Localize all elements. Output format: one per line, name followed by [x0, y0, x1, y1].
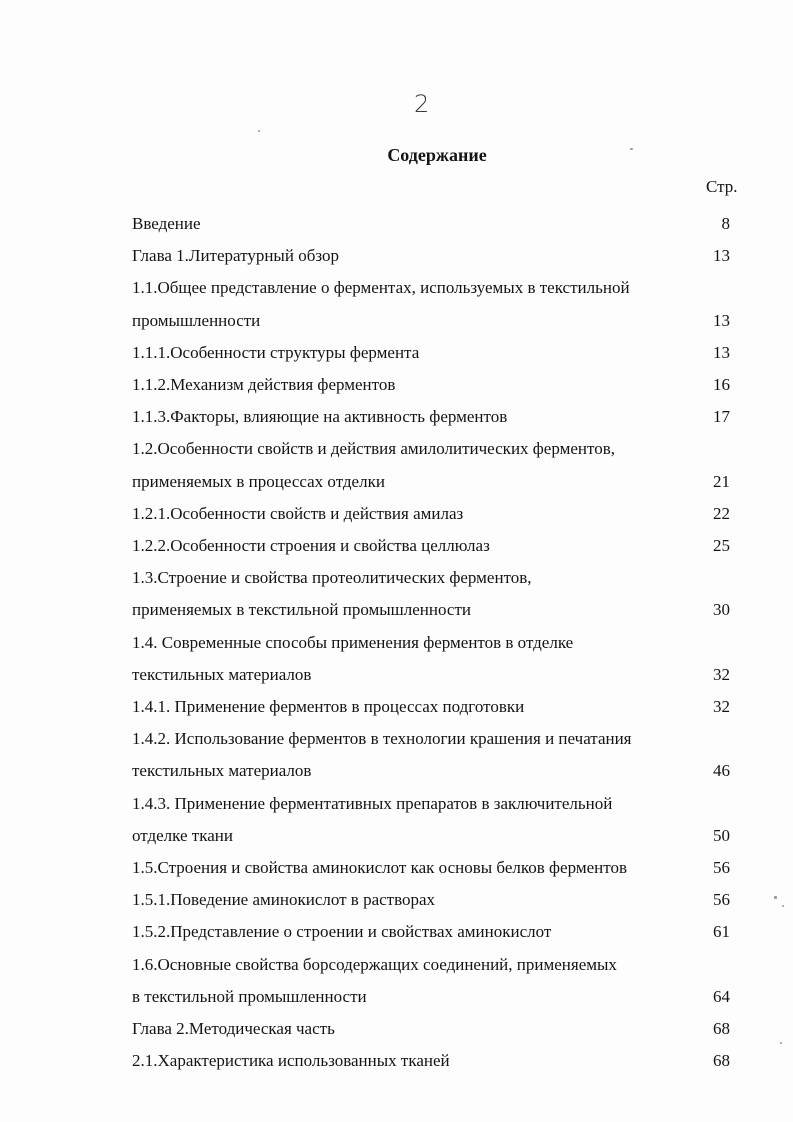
toc-entry-title-line: текстильных материалов [132, 761, 312, 781]
toc-entry [132, 530, 744, 562]
toc-entry-page-number: 13 [713, 246, 730, 266]
table-of-contents [132, 208, 744, 1077]
toc-entry-title-line: Введение [132, 214, 201, 233]
toc-entry [132, 337, 744, 369]
toc-entry [132, 1013, 744, 1045]
toc-entry-page-number: 30 [713, 600, 730, 620]
toc-entry-page-number: 46 [713, 761, 730, 781]
toc-entry-title-line: 1.2.2.Особенности строения и свойства целлюлаз [132, 536, 490, 556]
toc-entry [132, 498, 744, 530]
toc-entry [132, 208, 744, 240]
toc-entry-page-number: 16 [713, 375, 730, 395]
toc-entry-title-line: 1.3.Строение и свойства протеолитических ферментов, [132, 568, 532, 588]
toc-entry [132, 433, 744, 497]
toc-entry-title-line: Глава 2.Методическая часть [132, 1019, 335, 1039]
toc-entry-page-number: 56 [713, 858, 730, 878]
toc-entry-page-number: 64 [713, 986, 730, 1006]
toc-entry [132, 240, 744, 272]
page-column-label: Стр. [706, 177, 738, 196]
toc-entry-page-number: 68 [713, 1019, 730, 1039]
toc-entry-title-line: 1.2.1.Особенности свойств и действия амилаз [132, 503, 464, 523]
scan-speck [630, 148, 633, 150]
toc-entry-title-line: 1.6.Основные свойства борсодержащих соединений, применяемых [132, 954, 617, 974]
toc-entry-title-line: 1.4. Современные способы применения ферментов в отделке [132, 632, 574, 652]
page-number: 2 [414, 90, 430, 118]
toc-entry-title-line: 1.4.2. Использование ферментов в технологии крашения и печатания [132, 729, 632, 749]
toc-entry-page-number: 22 [713, 503, 730, 523]
toc-entry-title-line: 1.5.1.Поведение аминокислот в растворах [132, 890, 436, 910]
toc-entry-page-number: 25 [713, 536, 730, 556]
toc-entry-title-line: 1.5.Строения и свойства аминокислот как основы белков ферментов [132, 858, 627, 878]
toc-entry-page-number: 56 [713, 890, 730, 910]
toc-entry [132, 272, 744, 336]
toc-entry-page-number: 13 [713, 342, 730, 362]
toc-entry-title-line: 1.4.1. Применение ферментов в процессах подготовки [132, 697, 525, 717]
page-title: Содержание [387, 145, 487, 165]
toc-entry-title-line: 1.4.3. Применение ферментативных препаратов в заключительной [132, 793, 613, 813]
scan-speck [258, 130, 260, 132]
toc-entry-page-number: 32 [713, 697, 730, 717]
toc-entry [132, 369, 744, 401]
toc-entry-title-line: отделке ткани [132, 825, 233, 845]
toc-entry-title-line: Глава 1.Литературный обзор [132, 246, 339, 266]
toc-entry [132, 852, 744, 884]
toc-entry-title-line: 1.5.2.Представление о строении и свойствах аминокислот [132, 922, 552, 942]
toc-entry-page-number: 17 [713, 407, 730, 427]
scan-speck [780, 1042, 782, 1044]
toc-entry-page-number: 61 [713, 922, 730, 942]
toc-entry-page-number: 68 [713, 1051, 730, 1071]
toc-entry [132, 884, 744, 916]
toc-entry [132, 723, 744, 787]
toc-entry-title-line: 1.1.1.Особенности структуры фермента [132, 342, 420, 362]
toc-entry-title-line: текстильных материалов [132, 664, 312, 684]
toc-entry [132, 562, 744, 626]
toc-entry [132, 788, 744, 852]
toc-entry-title-line: в текстильной промышленности [132, 986, 367, 1006]
toc-entry-page-number: 8 [721, 214, 730, 233]
toc-entry-page-number: 32 [713, 664, 730, 684]
toc-entry-page-number: 13 [713, 310, 730, 330]
toc-entry [132, 916, 744, 948]
toc-entry-title-line: применяемых в текстильной промышленности [132, 600, 471, 620]
scan-speck [782, 905, 784, 907]
toc-entry-page-number: 50 [713, 825, 730, 845]
toc-entry-title-line: 1.2.Особенности свойств и действия амилолитических ферментов, [132, 439, 615, 459]
toc-entry-title-line: применяемых в процессах отделки [132, 471, 385, 491]
toc-entry-title-line: 1.1.Общее представление о ферментах, используемых в текстильной [132, 278, 630, 298]
toc-entry [132, 1045, 744, 1077]
toc-entry-page-number: 21 [713, 471, 730, 491]
toc-entry [132, 401, 744, 433]
scan-speck [774, 896, 777, 899]
toc-entry-title-line: 1.1.3.Факторы, влияющие на активность ферментов [132, 407, 508, 427]
toc-entry [132, 627, 744, 691]
toc-entry-title-line: 1.1.2.Механизм действия ферментов [132, 375, 396, 395]
toc-entry-title-line: 2.1.Характеристика использованных тканей [132, 1051, 450, 1071]
toc-entry [132, 949, 744, 1013]
toc-entry-title-line: промышленности [132, 310, 261, 330]
toc-entry [132, 691, 744, 723]
